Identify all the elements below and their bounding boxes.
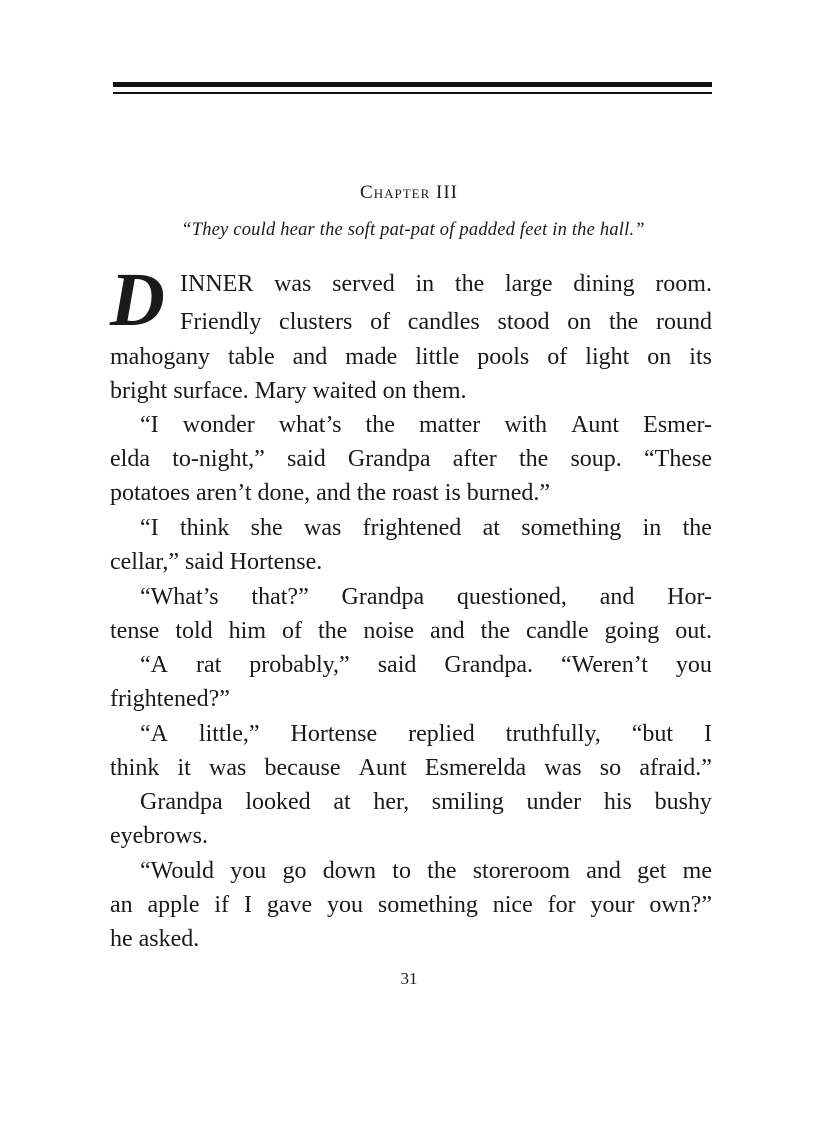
- text-line: “A rat probably,” said Grandpa. “Weren’t you: [140, 652, 712, 678]
- text-line: think it was because Aunt Esmerelda was so afraid.”: [110, 755, 712, 781]
- text-line: elda to-night,” said Grandpa after the soup. “These: [110, 446, 712, 472]
- text-line: “A little,” Hortense replied truthfully, “but I: [140, 721, 712, 747]
- chapter-epigraph: “They could hear the soft pat-pat of padded feet in the hall.”: [181, 220, 645, 240]
- text-line: frightened?”: [110, 686, 230, 712]
- drop-cap: D: [110, 258, 165, 342]
- text-line: tense told him of the noise and the candle going out.: [110, 618, 712, 644]
- text-line: “I wonder what’s the matter with Aunt Esmer-: [140, 412, 712, 438]
- text-line: “What’s that?” Grandpa questioned, and Hor-: [140, 584, 712, 610]
- text-line: bright surface. Mary waited on them.: [110, 378, 467, 404]
- text-line: cellar,” said Hortense.: [110, 549, 323, 575]
- text-line: Friendly clusters of candles stood on the round: [180, 309, 712, 335]
- text-line: eyebrows.: [110, 823, 208, 849]
- text-line: INNER was served in the large dining room.: [180, 271, 712, 297]
- text-line: he asked.: [110, 926, 200, 952]
- text-line: “I think she was frightened at something in the: [140, 515, 712, 541]
- text-line: “Would you go down to the storeroom and get me: [140, 858, 712, 884]
- header-rule-thin: [113, 92, 712, 94]
- page-number: 31: [400, 969, 418, 988]
- text-line: mahogany table and made little pools of light on its: [110, 344, 712, 370]
- chapter-heading: Chapter III: [360, 182, 458, 203]
- header-rule-thick: [113, 82, 712, 87]
- text-line: potatoes aren’t done, and the roast is burned.”: [110, 480, 551, 506]
- text-line: an apple if I gave you something nice for your own?”: [110, 892, 712, 918]
- text-line: Grandpa looked at her, smiling under his bushy: [140, 789, 712, 815]
